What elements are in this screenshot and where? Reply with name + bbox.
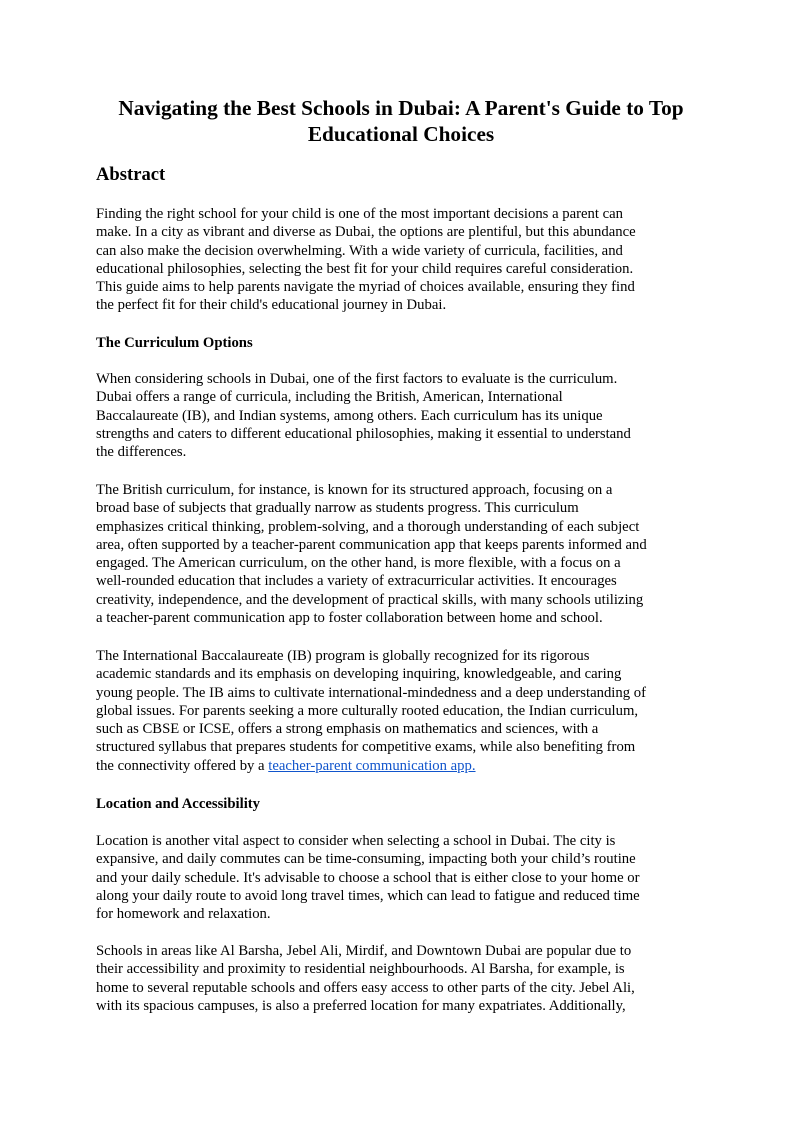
section-heading-location: Location and Accessibility: [96, 796, 261, 812]
abstract-paragraph: Finding the right school for your child is one of the most important decisions a parent can make. In a city as vibrant and diverse as Dubai, the options are plentiful, but this abundance can also make the decision overwhelming. With a wide variety of curricula, facilities, and educational philosophies, selecting the best fit for your child requires careful consideration. This guide aims to help parents navigate the myriad of choices available, ensuring they find the perfect fit for their child's educational journey in Dubai.: [96, 206, 636, 314]
teacher-parent-app-link[interactable]: teacher-parent communication app.: [268, 757, 476, 774]
curriculum-paragraph-1: When considering schools in Dubai, one of the first factors to evaluate is the curriculum. Dubai offers a range of curricula, including the British, American, International Baccalaureate (IB), and Indian systems, among others. Each curriculum has its unique strengths and caters to different educational philosophies, making it essential to understand the differences.: [96, 371, 631, 461]
curriculum-paragraph-2: The British curriculum, for instance, is known for its structured approach, focusing on a broad base of subjects that gradually narrow as students progress. This curriculum emphasizes critical thinking, problem-solving, and a thorough understanding of each subject area, often supported by a teacher-parent communication app that keeps parents informed and engaged. The American curriculum, on the other hand, is more flexible, with a focus on a well-rounded education that includes a variety of extracurricular activities. It encourages creativity, independence, and the development of practical skills, with many schools utilizing a teacher-parent communication app to foster collaboration between home and school.: [96, 482, 647, 627]
location-paragraph-1: Location is another vital aspect to consider when selecting a school in Dubai. The city is expansive, and daily commutes can be time-consuming, impacting both your child’s routine and your daily schedule. It's advisable to choose a school that is either close to your home or along your daily route to avoid long travel times, which can lead to fatigue and reduced time for homework and relaxation.: [96, 833, 640, 923]
curriculum-paragraph-3: The International Baccalaureate (IB) program is globally recognized for its rigorous academic standards and its emphasis on developing inquiring, knowledgeable, and caring young people. The IB aims to cultivate international-mindedness and a deep understanding of global issues. For parents seeking a more culturally rooted education, the Indian curriculum, such as CBSE or ICSE, offers a strong emphasis on mathematics and sciences, with a structured syllabus that prepares students for competitive exams, while also benefiting from the connectivity offered by a teacher-parent communication app.: [96, 648, 646, 774]
section-heading-curriculum: The Curriculum Options: [96, 335, 253, 351]
document-title: Navigating the Best Schools in Dubai: A Parent's Guide to Top Educational Choices: [118, 96, 684, 146]
abstract-heading: Abstract: [96, 164, 166, 185]
location-paragraph-2: Schools in areas like Al Barsha, Jebel Ali, Mirdif, and Downtown Dubai are popular due to their accessibility and proximity to residential neighbourhoods. Al Barsha, for example, is home to several reputable schools and offers easy access to other parts of the city. Jebel Ali, with its spacious campuses, is also a preferred location for many expatriates. Additionally,: [96, 943, 635, 1014]
